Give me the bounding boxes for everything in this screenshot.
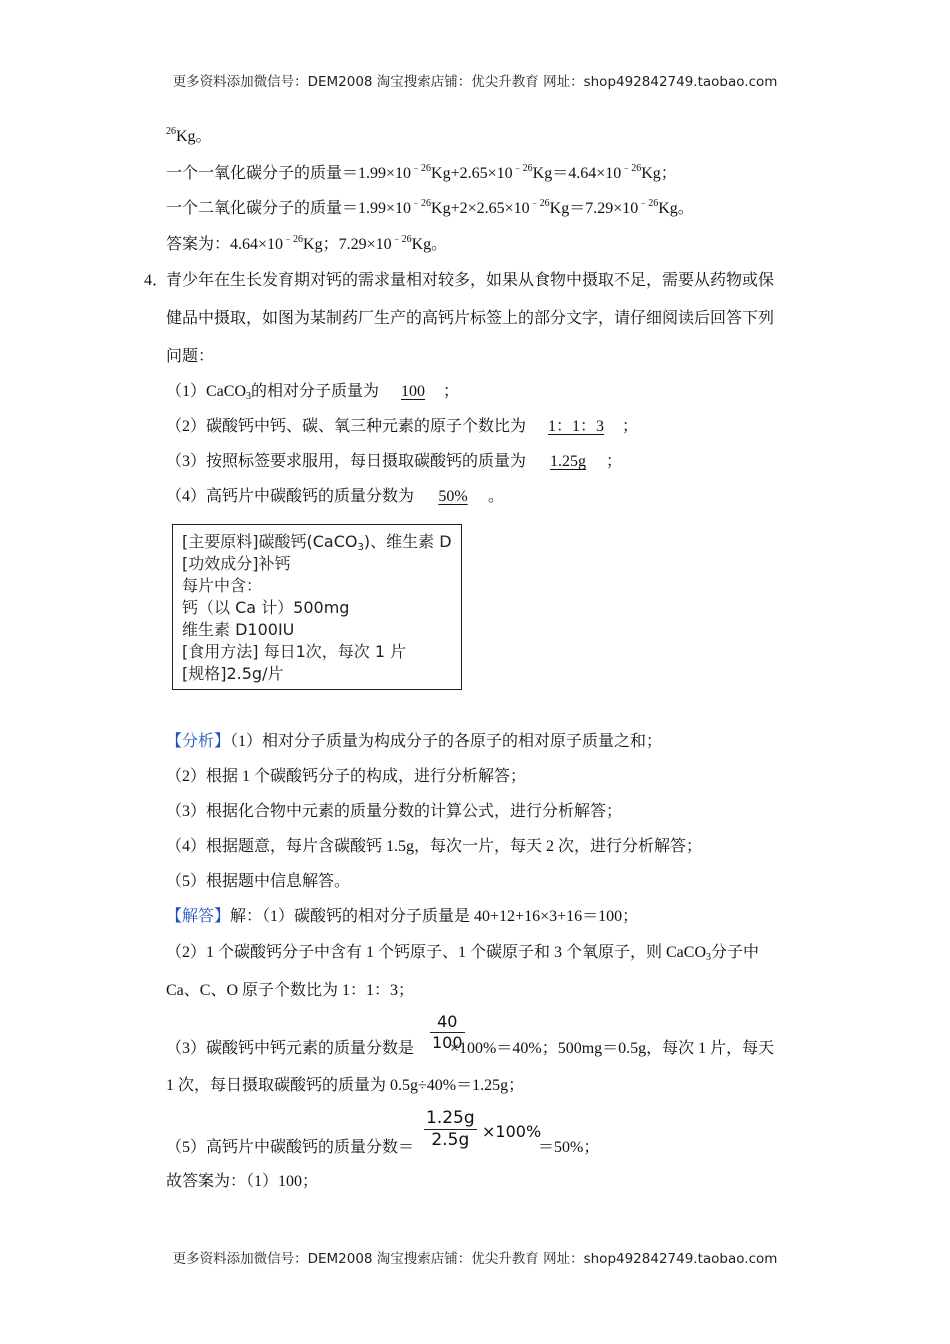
answer-blank: 1.25g <box>550 453 587 470</box>
answer-blank: 100 <box>401 383 426 400</box>
solution-3-cont: 1 次，每日摄取碳酸钙的质量为 0.5g÷40%＝1.25g； <box>166 1077 525 1094</box>
fraction-40-100: $\frac{40}{100}$ <box>432 1012 463 1052</box>
page-header: 更多资料添加微信号：DEM2008 淘宝搜索店铺：优尖升教育 网址：shop492842749.taobao.com <box>172 74 778 90</box>
label-line-3: 每片中含： <box>182 576 263 595</box>
q4-stem-1: 青少年在生长发育期对钙的需求量相对较多，如果从食物中摄取不足，需要从药物或保 <box>166 272 775 289</box>
solution-1: 【解答】解：（1）碳酸钙的相对分子质量是 40+12+16×3+16＝100； <box>166 908 639 925</box>
label-line-7: [规格]2.5g/片 <box>182 664 284 683</box>
q4-stem-3: 问题： <box>166 348 215 365</box>
solution-5: （5）高钙片中碳酸钙的质量分数＝ ＝50%； <box>166 1139 600 1156</box>
prev-answer: 答案为：$4.64\times 10^{﹣26}Kg$；$7.29\times 10^{﹣26}Kg$。 <box>166 234 448 253</box>
answer-blank: 50% <box>438 488 468 505</box>
q4-sub-3: （3）按照标签要求服用，每日摄取碳酸钙的质量为 1.25g ； <box>166 451 622 473</box>
label-line-1: [主要原料]碳酸钙(CaCO$_3$)、维生素 D <box>182 532 452 553</box>
solution-2: （2）1 个碳酸钙分子中含有 1 个钙原子、1 个碳原子和 3 个氧原子，则 CaCO$_3$分子中 <box>166 944 760 963</box>
q4-sub-4: （4）高钙片中碳酸钙的质量分数为 50% 。 <box>166 486 504 508</box>
product-label-box <box>172 524 462 690</box>
prev-line-co: 一个一氧化碳分子的质量$=1.99\times 10^{﹣26}Kg+2.65\times 10^{﹣26}Kg=4.64\times 10^{﹣26}Kg$； <box>166 163 677 182</box>
answer-blank: 1：1：3 <box>548 418 605 435</box>
q4-sub-2: （2）碳酸钙中钙、碳、氧三种元素的原子个数比为 1：1：3 ； <box>166 416 638 438</box>
q4-sub-1: （1）CaCO$_3$的相对分子质量为 100 ； <box>166 383 460 402</box>
solution-3: （3）碳酸钙中钙元素的质量分数是 ×100%＝40%；500mg＝0.5g，每次 1 片，每天 <box>166 1040 775 1057</box>
analysis-2: （2）根据 1 个碳酸钙分子的构成，进行分析解答； <box>166 768 527 785</box>
label-line-2: [功效成分]补钙 <box>182 554 291 573</box>
solution-2-cont: Ca、C、O 原子个数比为 1：1：3； <box>166 982 415 999</box>
analysis-tag: 【分析】 <box>166 733 231 750</box>
prev-line-co2: 一个二氧化碳分子的质量$=1.99\times 10^{﹣26}Kg+2\times 2.65\times 10^{﹣26}Kg=7.29\times 10^{﹣26}Kg$。 <box>166 198 694 217</box>
fraction-multiplier: ×100% <box>482 1122 542 1141</box>
q4-number: 4． <box>144 272 169 289</box>
label-line-6: [食用方法] 每日1次，每次 1 片 <box>182 642 407 661</box>
solution-tag: 【解答】 <box>166 908 231 925</box>
fraction-125-25: $\frac{1.25g}{2.5g}$ <box>426 1108 475 1150</box>
final-answer: 故答案为：（1）100； <box>166 1173 319 1190</box>
analysis-1: 【分析】（1）相对分子质量为构成分子的各原子的相对原子质量之和； <box>166 733 663 750</box>
label-line-4: 钙（以 Ca 计）500mg <box>182 598 350 617</box>
prev-line-0: $^{26}$Kg。 <box>166 126 212 145</box>
analysis-5: （5）根据题中信息解答。 <box>166 873 351 890</box>
analysis-4: （4）根据题意，每片含碳酸钙 1.5g，每次一片，每天 2 次，进行分析解答； <box>166 838 703 855</box>
analysis-3: （3）根据化合物中元素的质量分数的计算公式，进行分析解答； <box>166 803 623 820</box>
label-line-5: 维生素 D100IU <box>182 620 295 639</box>
page-footer: 更多资料添加微信号：DEM2008 淘宝搜索店铺：优尖升教育 网址：shop492842749.taobao.com <box>172 1251 778 1267</box>
q4-stem-2: 健品中摄取，如图为某制药厂生产的高钙片标签上的部分文字，请仔细阅读后回答下列 <box>166 310 775 327</box>
